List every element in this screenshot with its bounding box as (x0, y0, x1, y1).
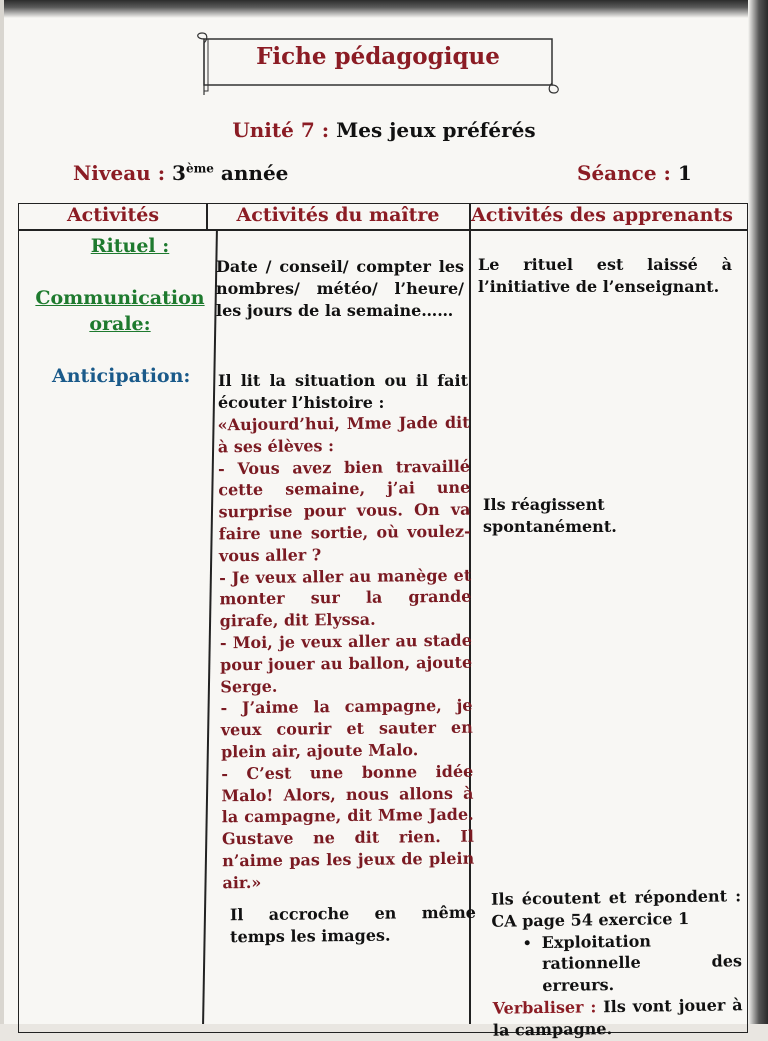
story-line-6: - C’est une bonne idée Malo! Alors, nous allons à la campagne, dit Mme Jade. Gustave ne dit rien. Il n’aime pas les jeux de plein air.» (221, 761, 475, 893)
niveau-number: 3 (172, 161, 186, 185)
bullet-item: • Exploitation rationnelle des erreurs. (542, 929, 743, 997)
seance-label: Séance : (577, 161, 671, 185)
maitre-closing: Il accroche en même temps les images. (229, 902, 476, 947)
maitre-story (217, 412, 474, 894)
seance-value: 1 (677, 161, 692, 185)
story-line-1: «Aujourd’hui, Mme Jade dit à ses élèves : (217, 412, 470, 457)
niveau-label: Niveau : (73, 161, 166, 185)
unit-line (0, 118, 768, 142)
story-line-2: - Vous avez bien travaillé cette semaine, j’ai une surprise pour vous. On va faire une sortie, où voulez-vous aller ? (217, 456, 471, 566)
verbaliser-label: Verbaliser : (492, 997, 597, 1018)
unit-title: Mes jeux préférés (336, 118, 536, 142)
label-rituel: Rituel : (90, 235, 170, 257)
scan-edge-left (0, 0, 4, 1024)
story-line-3: - Je veux aller au manège et monter sur la grande girafe, dit Elyssa. (219, 565, 472, 631)
scan-shadow-right (748, 0, 768, 1024)
apprenants-reaction: Ils réagissent spontanément. (483, 495, 617, 536)
verbaliser-text: Ils vont jouer à la campagne. (492, 995, 743, 1040)
niveau-superscript: ème (185, 161, 214, 176)
story-line-5: - J’aime la campagne, je veux courir et sauter en plein air, ajoute Malo. (220, 696, 473, 762)
niveau-line (73, 161, 288, 185)
story-line-4: - Moi, je veux aller au stade pour jouer au ballon, ajoute Serge. (219, 630, 473, 696)
maitre-rituel-text: Date / conseil/ compter les nombres/ météo/ l’heure/ les jours de la semaine…… (216, 257, 464, 320)
niveau-rest: année (220, 161, 289, 185)
unit-label: Unité 7 : (232, 118, 330, 142)
apprenants-response-block (491, 885, 743, 1041)
title-banner (196, 33, 560, 95)
header-apprenants: Activités des apprenants (471, 204, 733, 226)
apprenants-ecoute: Ils écoutent et répondent : CA page 54 exercice 1 (490, 886, 742, 931)
apprenants-bullets (492, 929, 743, 998)
label-orale: orale: (89, 313, 151, 335)
label-communication: Communication (35, 287, 205, 309)
maitre-intro: Il lit la situation ou il fait écouter l’histoire : (218, 371, 468, 412)
header-maitre: Activités du maître (236, 204, 440, 226)
seance-line (577, 161, 692, 185)
table-header-divider (18, 229, 748, 231)
label-anticipation: Anticipation: (52, 365, 191, 387)
page-title: Fiche pédagogique (256, 43, 500, 70)
header-activites: Activités (66, 204, 160, 226)
apprenants-rituel-text: Le rituel est laissé à l’initiative de l’enseignant. (478, 255, 732, 296)
scan-shadow-top (0, 0, 768, 18)
